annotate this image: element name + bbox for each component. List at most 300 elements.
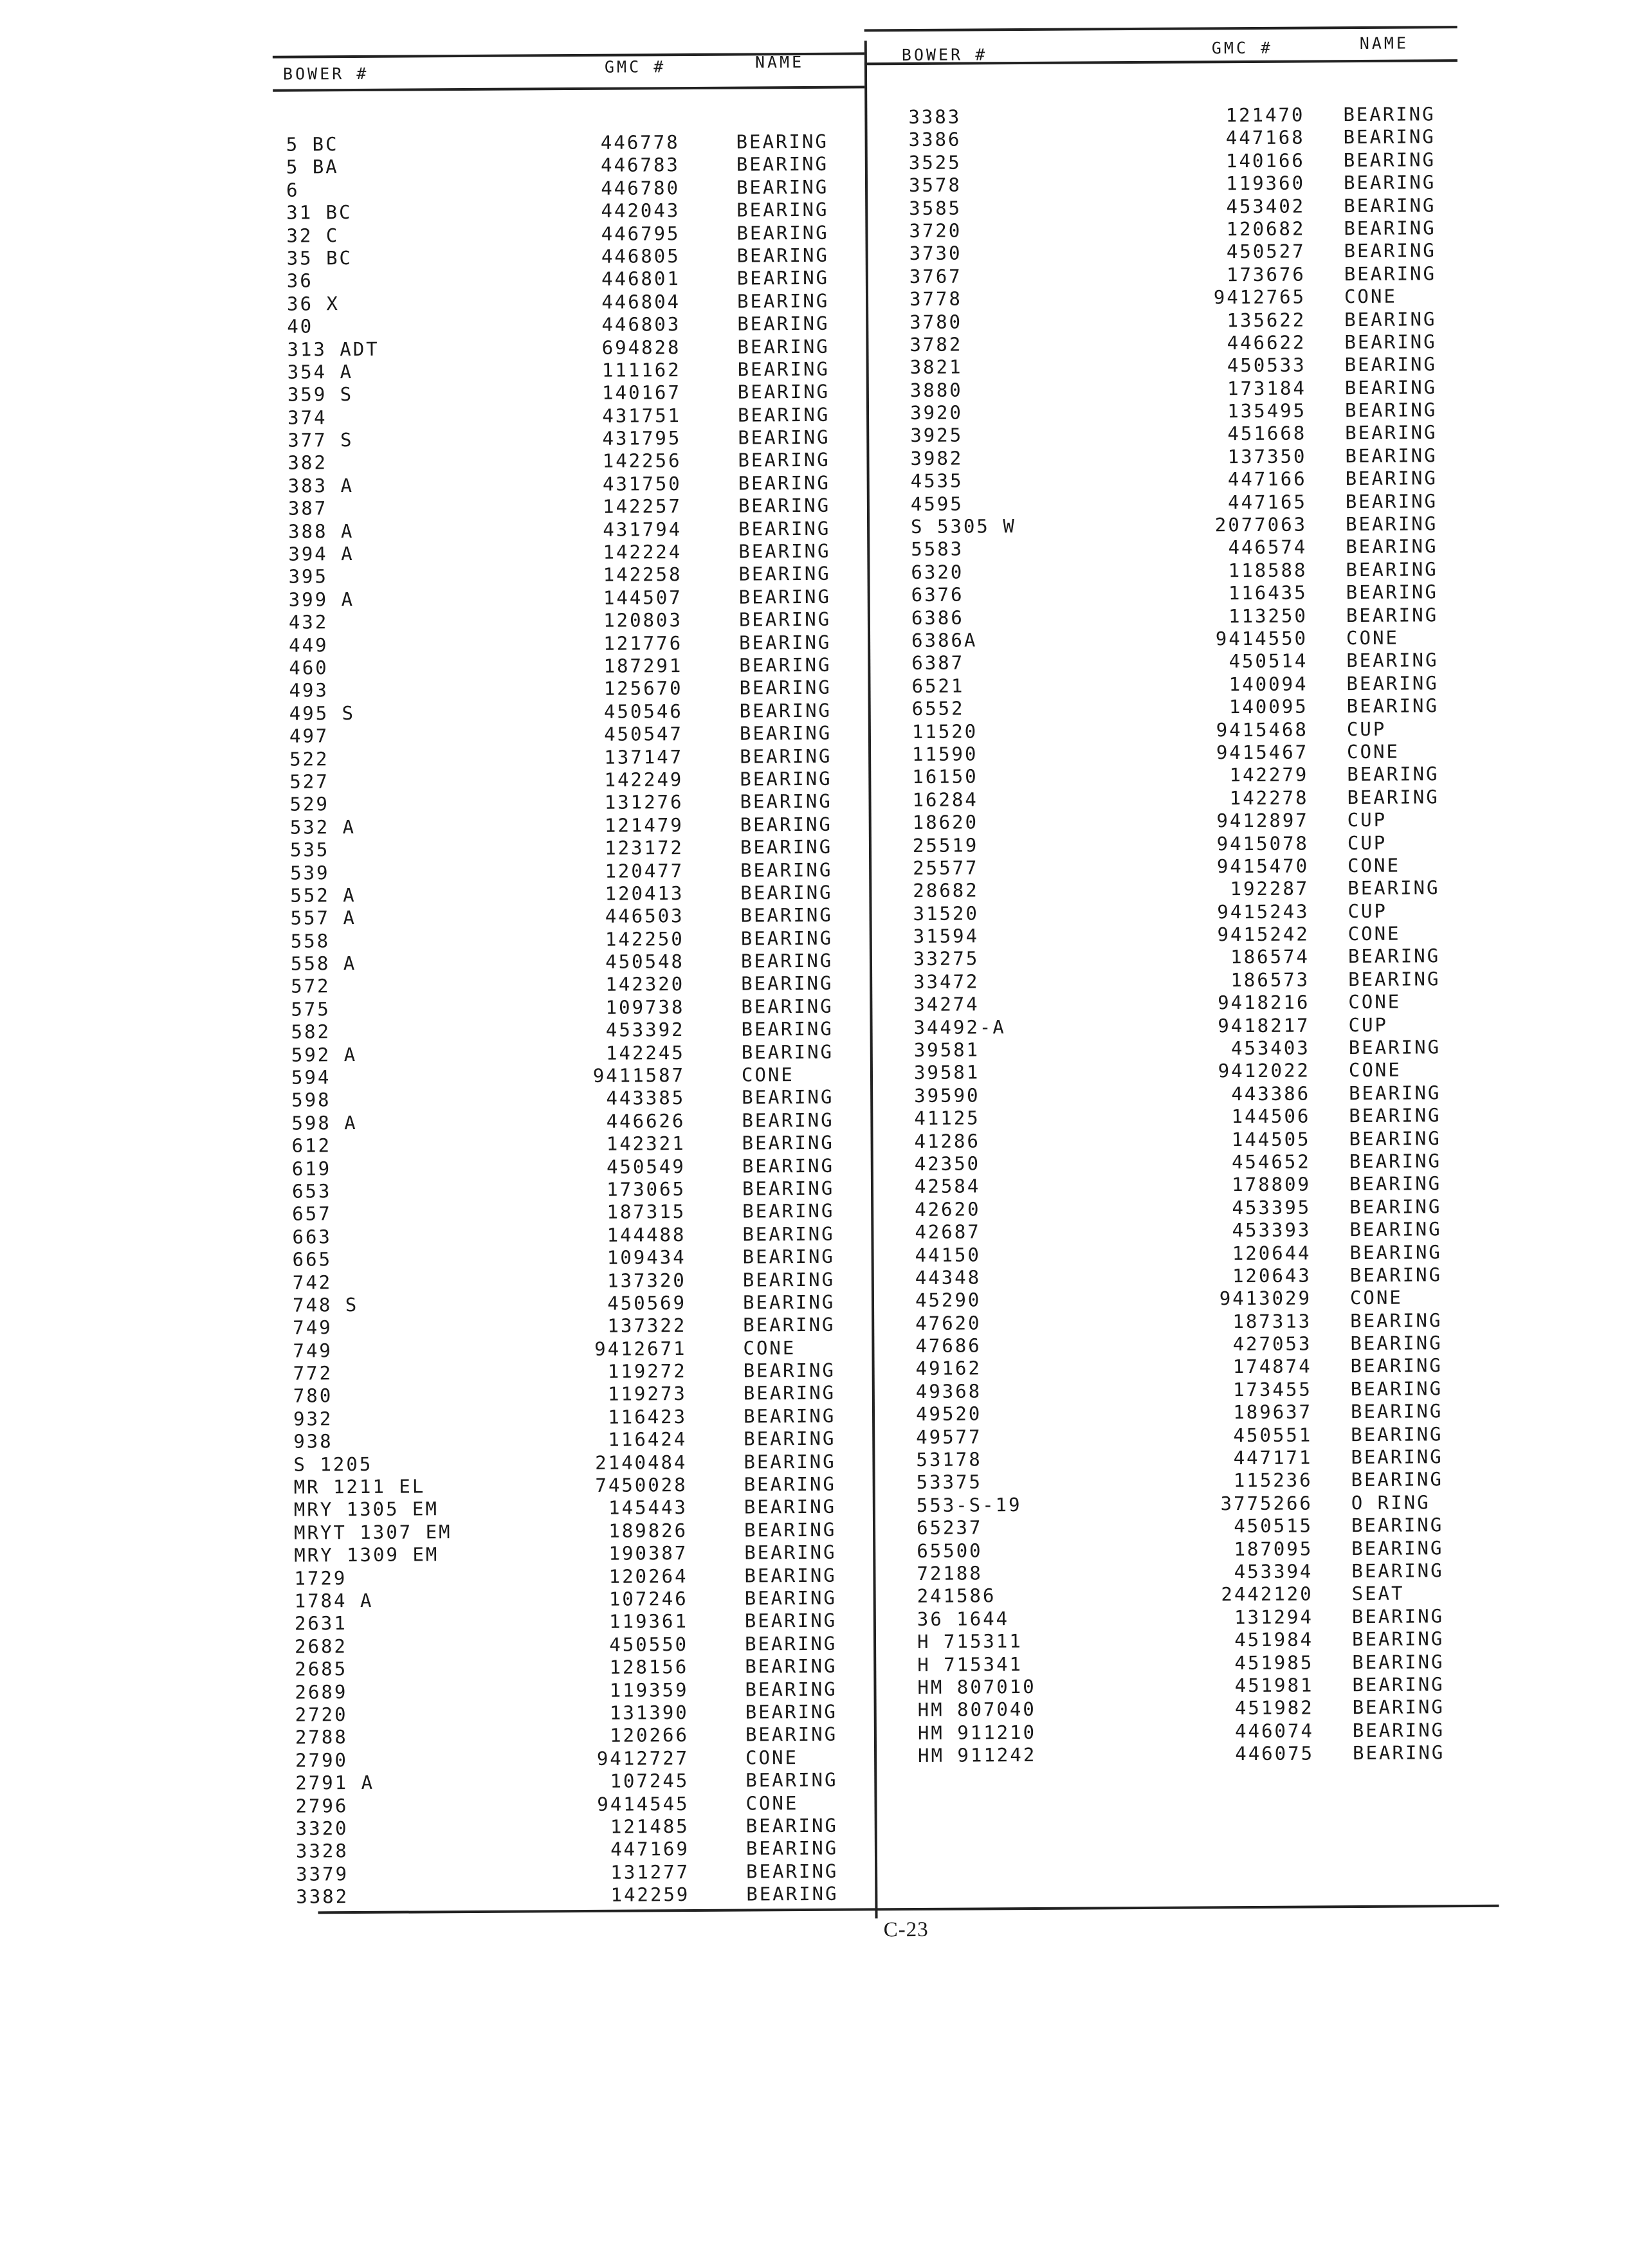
- part-name: BEARING: [745, 1700, 838, 1723]
- table-row: [291, 972, 857, 998]
- gmc-number: 431794: [603, 518, 682, 541]
- part-name: BEARING: [740, 767, 832, 790]
- table-row: [909, 171, 1462, 197]
- bower-number: 39590: [914, 1084, 980, 1107]
- bower-number: 3920: [909, 401, 964, 424]
- part-name: BEARING: [740, 927, 834, 950]
- part-name: BEARING: [742, 1109, 834, 1132]
- table-row: [291, 1040, 857, 1066]
- bower-number: S 1205: [293, 1453, 373, 1476]
- table-row: [294, 1473, 860, 1499]
- table-row: [914, 1036, 1467, 1062]
- part-name: BEARING: [1346, 672, 1439, 694]
- part-name: BEARING: [739, 721, 832, 745]
- gmc-number: 447171: [1233, 1446, 1313, 1469]
- table-row: [289, 745, 855, 770]
- table-row: [909, 262, 1463, 288]
- bower-number: 3525: [908, 151, 962, 174]
- part-name: BEARING: [1346, 694, 1439, 718]
- part-name: BEARING: [1346, 603, 1439, 626]
- bower-number: 3320: [295, 1817, 349, 1840]
- gmc-number: 135622: [1227, 309, 1306, 331]
- part-name: BEARING: [744, 1473, 836, 1496]
- gmc-number: 131390: [609, 1701, 689, 1724]
- gmc-number: 446801: [601, 268, 681, 291]
- gmc-number: 142278: [1229, 786, 1309, 809]
- part-name: BEARING: [1345, 513, 1438, 536]
- part-name: CONE: [1347, 922, 1401, 945]
- bower-number: 2791 A: [295, 1771, 375, 1794]
- table-row: [915, 1195, 1468, 1221]
- table-row: [911, 558, 1464, 584]
- gmc-number: 450548: [605, 950, 685, 973]
- left-header-name: NAME: [754, 52, 805, 72]
- left-header-gmc: GMC #: [604, 57, 666, 77]
- bower-number: 572: [291, 975, 331, 998]
- part-name: BEARING: [737, 312, 830, 335]
- bower-number: 41286: [914, 1130, 980, 1152]
- gmc-number: 119272: [607, 1360, 687, 1383]
- part-name: BEARING: [1347, 876, 1440, 900]
- table-row: [911, 467, 1464, 493]
- gmc-number: 446075: [1235, 1742, 1315, 1765]
- part-name: BEARING: [1346, 649, 1439, 672]
- table-row: [291, 995, 857, 1021]
- part-name: BEARING: [742, 1177, 835, 1200]
- gmc-number: 142224: [603, 541, 682, 563]
- part-name: BEARING: [1349, 1218, 1442, 1241]
- bower-number: 377 S: [288, 429, 354, 451]
- bower-number: 657: [292, 1202, 332, 1225]
- part-name: BEARING: [745, 1723, 838, 1746]
- bower-number: 359 S: [287, 383, 354, 406]
- page-number: C-23: [883, 1918, 929, 1942]
- table-row: [286, 153, 852, 179]
- table-row: [288, 403, 854, 429]
- bower-number: 39581: [913, 1061, 980, 1084]
- part-name: BEARING: [1350, 1400, 1443, 1423]
- part-name: BEARING: [1345, 489, 1438, 513]
- gmc-number: 107246: [608, 1588, 688, 1610]
- table-row: [911, 536, 1464, 561]
- gmc-number: 451982: [1234, 1696, 1314, 1719]
- table-row: [909, 125, 1462, 151]
- table-row: [293, 1336, 859, 1362]
- bower-number: 388 A: [288, 520, 354, 543]
- gmc-number: 140095: [1229, 695, 1308, 718]
- table-row: [918, 1741, 1471, 1767]
- gmc-number: 3775266: [1220, 1492, 1313, 1515]
- table-row: [915, 1309, 1468, 1335]
- part-name: BEARING: [1350, 1377, 1443, 1400]
- table-row: [287, 335, 853, 361]
- part-name: BEARING: [1343, 149, 1436, 171]
- gmc-number: 453403: [1230, 1037, 1310, 1060]
- part-name: BEARING: [1348, 968, 1441, 990]
- table-row: [913, 876, 1466, 902]
- gmc-number: 453394: [1234, 1560, 1313, 1583]
- part-name: BEARING: [1352, 1650, 1445, 1673]
- gmc-number: 450547: [604, 723, 684, 745]
- part-name: BEARING: [1351, 1422, 1443, 1446]
- table-row: [910, 376, 1463, 402]
- table-row: [917, 1605, 1470, 1631]
- gmc-number: 453395: [1232, 1196, 1311, 1219]
- table-row: [292, 1177, 858, 1202]
- bower-number: 11520: [911, 720, 978, 743]
- gmc-number: 140094: [1229, 673, 1308, 695]
- table-row: [916, 1400, 1469, 1426]
- bower-number: 42350: [914, 1152, 981, 1175]
- bower-number: 3730: [909, 242, 962, 265]
- part-name: BEARING: [1347, 945, 1441, 968]
- gmc-number: 450546: [603, 700, 683, 723]
- bower-number: 598 A: [291, 1111, 358, 1134]
- part-name: BEARING: [1351, 1514, 1444, 1537]
- table-row: [294, 1518, 860, 1544]
- gmc-number: 2442120: [1221, 1583, 1313, 1606]
- gmc-number: 446804: [601, 290, 681, 313]
- bower-number: 582: [291, 1021, 331, 1043]
- part-name: BEARING: [739, 699, 832, 722]
- part-name: BEARING: [1344, 331, 1437, 354]
- table-row: [288, 517, 854, 543]
- table-row: [289, 790, 855, 816]
- part-name: BEARING: [740, 858, 833, 882]
- gmc-number: 451985: [1234, 1651, 1314, 1674]
- table-row: [287, 267, 853, 293]
- table-row: [288, 540, 854, 566]
- bower-number: 36 X: [286, 292, 340, 315]
- bower-number: 6: [286, 179, 300, 201]
- table-row: [918, 1719, 1471, 1745]
- bower-number: 383 A: [288, 474, 354, 497]
- part-name: CONE: [1348, 990, 1402, 1013]
- gmc-number: 450569: [607, 1291, 687, 1314]
- table-row: [918, 1696, 1471, 1721]
- gmc-number: 447168: [1225, 126, 1305, 149]
- table-row: [295, 1769, 861, 1795]
- part-name: BEARING: [738, 563, 831, 585]
- bower-number: 3578: [908, 174, 962, 197]
- gmc-number: 120644: [1232, 1241, 1311, 1264]
- right-header-gmc: GMC #: [1211, 38, 1274, 58]
- part-name: BEARING: [740, 904, 833, 927]
- part-name: BEARING: [740, 813, 833, 836]
- gmc-number: 187095: [1234, 1538, 1313, 1560]
- gmc-number: 120682: [1226, 217, 1306, 240]
- gmc-number: 135495: [1227, 399, 1307, 422]
- bower-number: 39581: [913, 1039, 980, 1062]
- table-row: [915, 1264, 1468, 1289]
- bower-number: 780: [293, 1384, 333, 1408]
- bower-number: 44150: [915, 1243, 982, 1266]
- table-row: [295, 1655, 861, 1681]
- gmc-number: 9412022: [1218, 1059, 1311, 1082]
- bower-number: 49520: [915, 1402, 982, 1426]
- table-row: [291, 927, 857, 952]
- table-row: [293, 1428, 859, 1453]
- bower-number: 598: [291, 1089, 331, 1111]
- table-row: [911, 513, 1464, 538]
- gmc-number: 186574: [1230, 945, 1310, 968]
- left-header-bower: BOWER #: [282, 64, 369, 84]
- table-row: [296, 1814, 862, 1840]
- bower-number: 522: [289, 747, 329, 770]
- bower-number: 16150: [912, 765, 978, 788]
- table-row: [291, 1064, 857, 1089]
- bower-number: 33275: [913, 947, 980, 970]
- table-row: [913, 968, 1466, 993]
- part-name: BEARING: [1351, 1468, 1443, 1491]
- table-row: [914, 1127, 1467, 1153]
- part-name: BEARING: [1345, 467, 1438, 490]
- gmc-number: 446074: [1235, 1719, 1314, 1742]
- part-name: BEARING: [743, 1314, 836, 1336]
- part-name: BEARING: [737, 403, 830, 426]
- gmc-number: 142320: [605, 973, 685, 996]
- gmc-number: 121479: [604, 813, 684, 837]
- table-row: [290, 836, 856, 862]
- part-name: BEARING: [1349, 1240, 1442, 1264]
- part-name: BEARING: [744, 1610, 837, 1632]
- bower-number: 558: [290, 929, 331, 952]
- bower-number: 553-S-19: [916, 1493, 1022, 1516]
- gmc-number: 446805: [601, 245, 681, 268]
- table-row: [292, 1132, 858, 1157]
- part-name: BEARING: [744, 1564, 837, 1587]
- right-header-bower: BOWER #: [901, 45, 988, 65]
- part-name: BEARING: [1350, 1354, 1443, 1377]
- table-row: [293, 1359, 859, 1385]
- gmc-number: 9415467: [1216, 741, 1309, 764]
- bower-number: 749: [293, 1339, 333, 1362]
- part-name: BEARING: [1343, 103, 1436, 126]
- bower-number: 65500: [917, 1539, 983, 1562]
- bower-number: 3821: [909, 356, 963, 379]
- gmc-number: 447169: [610, 1838, 690, 1861]
- gmc-number: 113250: [1229, 604, 1308, 627]
- bower-number: 495 S: [289, 702, 356, 725]
- part-name: BEARING: [738, 426, 830, 449]
- gmc-number: 142245: [605, 1041, 685, 1064]
- gmc-number: 9415470: [1216, 855, 1310, 878]
- gmc-number: 109434: [607, 1246, 686, 1269]
- part-name: BEARING: [1351, 1446, 1443, 1469]
- bower-number: 3982: [910, 447, 964, 469]
- table-row: [295, 1632, 861, 1658]
- bower-number: 527: [289, 770, 329, 793]
- table-row: [289, 722, 855, 748]
- gmc-number: 454652: [1231, 1150, 1311, 1174]
- gmc-number: 451984: [1234, 1628, 1314, 1651]
- bower-number: 938: [293, 1430, 333, 1453]
- gmc-number: 427053: [1232, 1332, 1312, 1356]
- bower-number: 53375: [916, 1471, 983, 1494]
- part-name: CONE: [743, 1336, 796, 1359]
- part-name: BEARING: [736, 221, 829, 244]
- bower-number: 6386: [911, 606, 964, 629]
- gmc-number: 9418216: [1218, 991, 1310, 1014]
- gmc-number: 450549: [606, 1155, 686, 1178]
- part-name: BEARING: [1350, 1309, 1443, 1332]
- part-name: BEARING: [1344, 353, 1437, 376]
- part-name: CONE: [1344, 285, 1397, 308]
- table-row: [292, 1154, 858, 1180]
- part-name: CONE: [1347, 854, 1401, 877]
- part-name: BEARING: [744, 1541, 837, 1564]
- gmc-number: 2077063: [1214, 513, 1308, 536]
- table-row: [289, 654, 855, 680]
- table-row: [911, 604, 1465, 630]
- gmc-number: 9415078: [1216, 831, 1310, 855]
- gmc-number: 443385: [606, 1087, 686, 1110]
- gmc-number: 144505: [1231, 1128, 1311, 1150]
- bower-number: HM 807010: [917, 1675, 1036, 1698]
- part-name: BEARING: [741, 972, 834, 995]
- bower-number: 16284: [912, 788, 978, 811]
- bower-number: 11590: [912, 743, 978, 765]
- part-name: O RING: [1351, 1491, 1430, 1514]
- table-row: [287, 289, 853, 315]
- table-row: [293, 1382, 859, 1408]
- part-name: BEARING: [1349, 1172, 1442, 1195]
- gmc-number: 450533: [1227, 354, 1306, 377]
- gmc-number: 119361: [609, 1610, 688, 1633]
- part-name: BEARING: [1344, 239, 1436, 262]
- table-row: [290, 881, 856, 907]
- table-row: [909, 285, 1463, 311]
- part-name: BEARING: [744, 1518, 837, 1541]
- part-name: CONE: [1346, 626, 1400, 649]
- part-name: BEARING: [743, 1359, 836, 1382]
- table-row: [289, 631, 855, 657]
- gmc-number: 2140484: [595, 1451, 688, 1474]
- center-divider: [864, 41, 878, 1918]
- gmc-number: 119359: [609, 1678, 689, 1701]
- bower-number: 47686: [915, 1334, 982, 1357]
- table-row: [290, 813, 856, 839]
- bower-number: 619: [291, 1157, 332, 1180]
- bower-number: 25577: [913, 857, 979, 879]
- bower-number: H 715341: [917, 1653, 1023, 1676]
- gmc-number: 447165: [1228, 491, 1307, 513]
- part-name: CONE: [741, 1064, 794, 1086]
- right-header-name: NAME: [1359, 33, 1409, 53]
- bower-number: 31520: [913, 902, 979, 925]
- part-name: BEARING: [741, 1017, 834, 1040]
- bower-number: 539: [290, 861, 330, 884]
- table-row: [295, 1678, 861, 1703]
- gmc-number: 173065: [607, 1178, 686, 1201]
- gmc-number: 450551: [1233, 1424, 1313, 1446]
- table-row: [293, 1404, 859, 1430]
- gmc-number: 431795: [602, 427, 682, 449]
- bower-number: 665: [292, 1248, 333, 1271]
- table-row: [914, 1082, 1467, 1107]
- gmc-number: 173455: [1232, 1378, 1312, 1401]
- table-row: [286, 199, 852, 224]
- table-row: [291, 1086, 857, 1112]
- gmc-number: 116424: [608, 1428, 688, 1451]
- gmc-number: 450514: [1229, 649, 1308, 673]
- bower-number: 6376: [911, 583, 964, 606]
- bower-number: 42687: [915, 1220, 981, 1244]
- part-name: BEARING: [738, 517, 831, 540]
- table-row: [913, 808, 1466, 834]
- table-row: [910, 353, 1463, 379]
- part-name: BEARING: [1344, 399, 1438, 422]
- table-row: [286, 221, 852, 247]
- part-name: BEARING: [739, 676, 832, 699]
- table-row: [296, 1883, 862, 1909]
- bower-number: 47620: [915, 1312, 982, 1334]
- table-row: [293, 1291, 859, 1316]
- table-row: [912, 786, 1465, 812]
- bower-number: 558 A: [290, 952, 357, 975]
- bower-number: 3382: [296, 1885, 349, 1908]
- part-name: BEARING: [743, 1404, 836, 1428]
- part-name: BEARING: [1344, 217, 1436, 240]
- gmc-number: 121776: [603, 631, 683, 655]
- table-row: [911, 581, 1465, 606]
- table-row: [913, 990, 1466, 1016]
- table-row: [912, 718, 1465, 743]
- table-row: [293, 1314, 859, 1339]
- table-row: [287, 313, 853, 338]
- part-name: BEARING: [738, 471, 831, 494]
- part-name: BEARING: [1347, 786, 1439, 808]
- bower-number: 25519: [912, 833, 979, 857]
- part-name: CUP: [1347, 831, 1387, 854]
- part-name: BEARING: [1345, 421, 1438, 444]
- table-row: [914, 1058, 1467, 1084]
- gmc-number: 120266: [610, 1724, 689, 1747]
- gmc-number: 109738: [605, 995, 685, 1019]
- bower-number: 6521: [911, 675, 965, 697]
- gmc-number: 9412727: [596, 1746, 690, 1770]
- part-name: BEARING: [1347, 763, 1439, 786]
- table-row: [288, 358, 854, 383]
- table-row: [915, 1150, 1468, 1175]
- bower-number: 3782: [909, 333, 963, 356]
- table-row: [909, 217, 1462, 242]
- bower-number: 36: [286, 269, 313, 292]
- gmc-number: 123172: [605, 837, 684, 859]
- bower-number: 4535: [910, 469, 964, 493]
- part-name: BEARING: [1348, 1036, 1441, 1059]
- gmc-number: 116423: [608, 1405, 688, 1428]
- bower-number: 3328: [295, 1840, 349, 1862]
- part-name: BEARING: [1352, 1696, 1445, 1719]
- gmc-number: 9412671: [594, 1337, 687, 1360]
- gmc-number: 173184: [1227, 377, 1306, 399]
- part-name: BEARING: [1350, 1332, 1443, 1355]
- part-name: BEARING: [1345, 444, 1438, 467]
- bower-number: 45290: [915, 1289, 982, 1312]
- bower-number: 3778: [909, 287, 962, 311]
- bower-number: 399 A: [288, 588, 355, 611]
- part-name: BEARING: [746, 1882, 839, 1905]
- part-name: BEARING: [745, 1814, 839, 1837]
- right-parts-table: [908, 103, 1471, 1767]
- bower-number: 594: [291, 1066, 331, 1089]
- part-name: BEARING: [1349, 1104, 1441, 1127]
- gmc-number: 7450028: [595, 1474, 688, 1496]
- gmc-number: 140166: [1225, 149, 1305, 172]
- gmc-number: 443386: [1231, 1082, 1311, 1105]
- gmc-number: 446803: [601, 313, 681, 336]
